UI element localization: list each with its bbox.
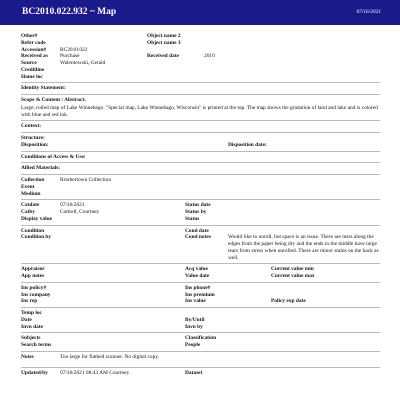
field-row — [21, 292, 380, 299]
catby-label: Catby — [21, 209, 36, 215]
divider — [21, 367, 380, 368]
ins-policy-label: Ins policy# — [21, 284, 47, 291]
field-row — [21, 234, 380, 261]
field-row — [21, 47, 380, 54]
event-label: Event — [21, 183, 35, 190]
divider — [21, 162, 380, 163]
divider — [21, 351, 380, 352]
field-row — [21, 266, 380, 273]
field-row — [21, 370, 380, 377]
field-row — [21, 342, 380, 349]
divider — [21, 307, 380, 308]
accession-label: Accession# — [21, 46, 47, 53]
object-name-3-label: Object name 3 — [147, 39, 181, 46]
field-row — [21, 177, 380, 184]
object-name-2-label: Object name 2 — [147, 33, 181, 39]
cond-notes-value: Would like to unroll, but space is an issue. There are tears along the edges from the paper being dry and the ends in the middle have large tears from stress when unrolled. There are minor stains on the back as well. — [228, 234, 379, 261]
field-row — [21, 60, 380, 67]
scope-label: Scope & Content / Abstract: — [21, 97, 86, 103]
field-row — [21, 184, 380, 191]
by-until-label: By/Until — [185, 316, 205, 323]
structure-label: Structure: — [21, 135, 45, 141]
field-row — [21, 142, 380, 149]
divider — [21, 332, 380, 333]
field-row — [21, 216, 380, 223]
received-date-value: 2010 — [204, 53, 215, 60]
divider — [21, 151, 380, 152]
policy-exp-date-label: Policy exp date — [271, 298, 306, 305]
field-row — [21, 324, 380, 331]
divider — [21, 120, 380, 121]
divider — [21, 199, 380, 200]
value-date-label: Value date — [185, 273, 210, 279]
divider — [21, 174, 380, 175]
context-label: Context: — [21, 123, 42, 130]
field-row — [21, 74, 380, 81]
allied-materials-label: Allied Materials: — [21, 165, 61, 172]
subjects-label: Subjects — [21, 335, 41, 342]
divider — [21, 94, 380, 95]
condition-by-label: Condition by — [21, 234, 52, 241]
field-row — [21, 40, 380, 47]
ins-phone-label: Ins phone# — [185, 284, 211, 291]
field-row — [21, 228, 380, 235]
scope-text: Large, rolled map of Lake Winnebago. "Special map, Lake Winnebago, Wisconsin" is printed at the top. The map shows the gradation of land and lake and is colored with blue and red ink. — [21, 104, 378, 118]
updated-by-value: 07/16/2021 08:43 AM Courtney — [60, 369, 130, 376]
accession-value: BC2010.022 — [60, 46, 88, 53]
collection-label: Collection — [21, 177, 45, 183]
status-label: Status — [185, 215, 200, 222]
home-loc-label: Home loc — [21, 73, 43, 80]
status-by-label: Status by — [185, 209, 207, 215]
field-row — [21, 209, 380, 216]
disposition-label: Disposition: — [21, 141, 49, 148]
appraisor-label: Appraisor — [21, 266, 45, 273]
status-date-label: Status date — [185, 202, 211, 209]
refer-code-label: Refer code — [21, 39, 46, 46]
record-header — [0, 0, 400, 25]
record-title: BC2010.022.932 ~ Map — [22, 6, 117, 17]
condition-label: Condition — [21, 227, 45, 234]
received-date-label: Received date — [147, 53, 179, 60]
creditline-label: Creditline — [21, 66, 45, 73]
record-body — [21, 33, 380, 376]
medium-label: Medium — [21, 190, 41, 197]
field-row — [21, 33, 380, 40]
invn-date-label: Invn date — [21, 323, 44, 330]
notes-value: Too large for flatbed scanner. No digital copy. — [60, 353, 160, 360]
temp-loc-label: Temp loc — [21, 310, 42, 316]
source-value: Walentowski, Gerald — [60, 60, 106, 66]
field-row — [21, 67, 380, 74]
divider — [21, 263, 380, 264]
received-as-value: Purchase — [60, 53, 80, 60]
record-date: 07/16/2021 — [356, 9, 381, 16]
collection-value: Brothertown Collection — [60, 177, 112, 183]
cond-notes-label: Cond notes — [185, 234, 211, 241]
field-row — [21, 285, 380, 292]
classification-label: Classification — [185, 335, 217, 342]
field-row — [21, 53, 380, 60]
acq-value-label: Acq value — [185, 266, 208, 273]
search-terms-label: Search terms — [21, 342, 52, 348]
field-row — [21, 273, 380, 280]
updated-by-label: Updated/by — [21, 369, 48, 376]
cond-date-label: Cond date — [185, 227, 209, 234]
field-row — [21, 202, 380, 209]
divider — [21, 132, 380, 133]
field-row — [21, 317, 380, 324]
notes-label: Notes — [21, 353, 34, 360]
dataset-label: Dataset — [185, 369, 203, 376]
divider — [21, 282, 380, 283]
ins-company-label: Ins company — [21, 291, 51, 298]
catby-value: Cottrell, Courtney — [60, 209, 100, 215]
date-label: Date — [21, 316, 32, 323]
field-row — [21, 298, 380, 305]
disposition-date-label: Disposition date: — [228, 141, 267, 148]
ins-rep-label: Ins rep — [21, 298, 38, 305]
field-row — [21, 310, 380, 317]
conditions-access-label: Conditions of Access & Use: — [21, 153, 86, 160]
current-value-min-label: Current value min — [271, 266, 314, 273]
people-label: People — [185, 342, 201, 348]
identity-statement-label: Identity Statement: — [21, 85, 66, 92]
catdate-label: Catdate — [21, 202, 40, 209]
field-row — [21, 335, 380, 342]
divider — [21, 225, 380, 226]
received-as-label: Received as — [21, 53, 48, 60]
ins-premium-label: Ins premium — [185, 291, 215, 298]
display-value-label: Display value — [21, 215, 53, 222]
field-row — [21, 354, 380, 361]
app-notes-label: App notes — [21, 273, 45, 279]
source-label: Source — [21, 60, 37, 66]
current-value-max-label: Current value max — [271, 273, 315, 279]
ins-value-label: Ins value — [185, 298, 206, 305]
catdate-value: 07/16/2021 — [60, 202, 85, 209]
divider — [21, 82, 380, 83]
other-label: Other# — [21, 33, 38, 39]
invn-by-label: Invn by — [185, 323, 203, 330]
field-row — [21, 191, 380, 198]
